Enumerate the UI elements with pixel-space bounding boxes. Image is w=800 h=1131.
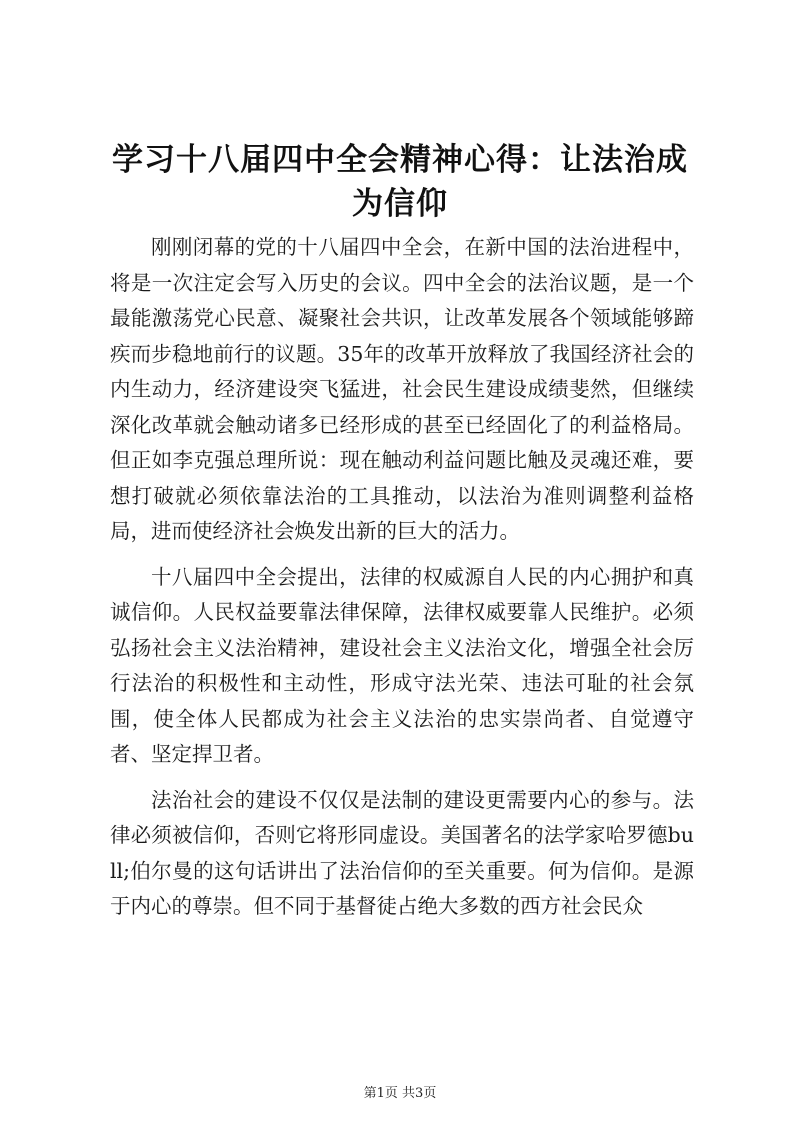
paragraph-1: 刚刚闭幕的党的十八届四中全会，在新中国的法治进程中，将是一次注定会写入历史的会议。四中全会的法治议题，是一个最能激荡党心民意、凝聚社会共识，让改革发展各个领域能够蹄疾而步稳地前行的议题。35年的改革开放释放了我国经济社会的内生动力，经济建设突飞猛进，社会民生建设成绩斐然，但继续深化改革就会触动诸多已经形成的甚至已经固化了的利益格局。但正如李克强总理所说：现在触动利益问题比触及灵魂还难，要想打破就必须依靠法治的工具推动，以法治为准则调整利益格局，进而使经济社会焕发出新的巨大的活力。: [110, 235, 694, 543]
paragraph-2: 十八届四中全会提出，法律的权威源自人民的内心拥护和真诚信仰。人民权益要靠法律保障，法律权威要靠人民维护。必须弘扬社会主义法治精神，建设社会主义法治文化，增强全社会厉行法治的积极性和主动性，形成守法光荣、违法可耻的社会氛围，使全体人民都成为社会主义法治的忠实崇尚者、自觉遵守者、坚定捍卫者。: [110, 564, 694, 766]
document-body: [110, 230, 694, 935]
page-footer: 第1页 共3页: [363, 1086, 437, 1101]
paragraph-3: 法治社会的建设不仅仅是法制的建设更需要内心的参与。法律必须被信仰，否则它将形同虚设。美国著名的法学家哈罗德bull;伯尔曼的这句话讲出了法治信仰的至关重要。何为信仰。是源于内心的尊崇。但不同于基督徒占绝大多数的西方社会民众: [110, 787, 694, 918]
document-title: 学习十八届四中全会精神心得：让法治成为信仰: [112, 142, 688, 222]
